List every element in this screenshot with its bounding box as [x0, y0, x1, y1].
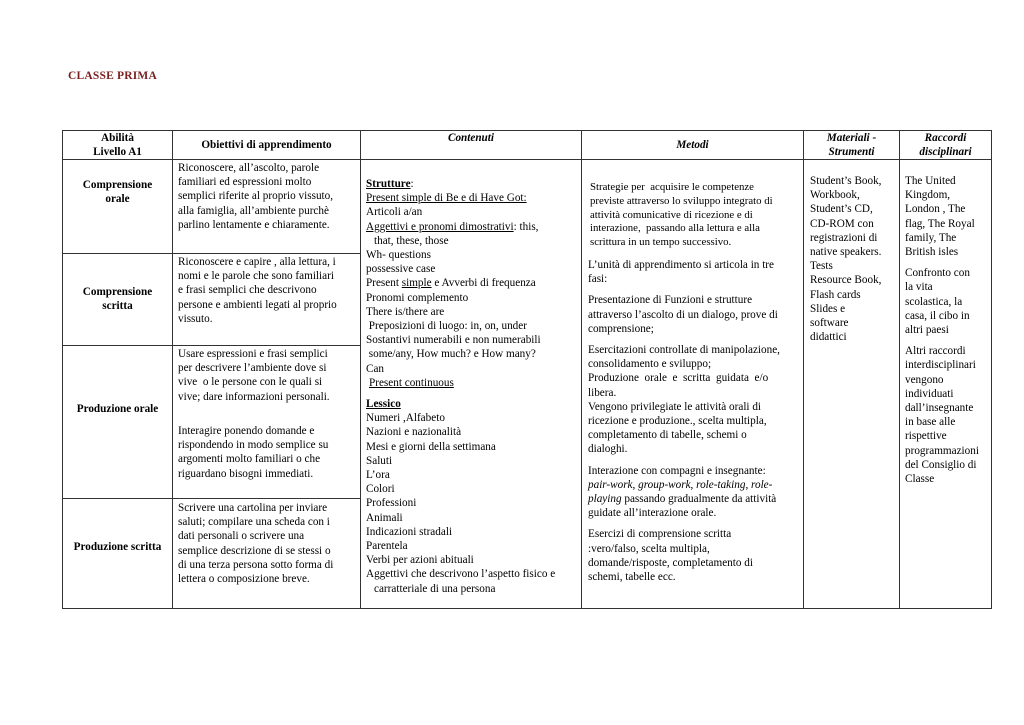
contenuti-wh: Wh- questions [366, 249, 431, 262]
obiettivi-r1-line: alla famiglia, all’ambiente purchè [178, 204, 329, 217]
obiettivi-r1 [178, 161, 358, 232]
materiali-list-line: Resource Book, [810, 274, 882, 287]
lessico-list-line: Mesi e giorni della settimana [366, 440, 496, 453]
obiettivi-r4-line: semplice descrizione di se stessi o [178, 544, 331, 557]
header-raccordi [900, 131, 991, 159]
raccordi-altri-line: in base alle [905, 416, 956, 429]
obiettivi-r3b-line: rispondendo in modo semplice su [178, 439, 329, 452]
contenuti-there: There is/there are [366, 305, 445, 318]
metodi-unita [588, 258, 801, 286]
header-raccordi-line1: Raccordi [924, 132, 967, 144]
obiettivi-r2-line: e frasi semplici che descrivono [178, 284, 317, 297]
materiali-list-line: Student’s Book, [810, 175, 882, 187]
raccordi-uk [905, 174, 991, 259]
materiali-list-line: software [810, 317, 849, 330]
abilita-r1-line2: orale [105, 193, 130, 206]
abilita-r1-line1: Comprensione [82, 179, 153, 191]
obiettivi-r1-line: semplici riferite al proprio vissuto, [178, 190, 334, 203]
metodi-esercitazioni-line: consolidamento e sviluppo; [588, 358, 712, 371]
raccordi-altri [905, 344, 991, 486]
metodi-esercizi-line: Esercizi di comprensione scritta [588, 528, 732, 541]
metodi-esercizi-line: schemi, tabelle ecc. [588, 571, 676, 584]
header-abilita-line2: Livello A1 [93, 146, 142, 159]
obiettivi-r3b-line: Interagire ponendo domande e [178, 425, 315, 437]
raccordi-confronto-line: casa, il cibo in [905, 309, 970, 322]
obiettivi-r4 [178, 501, 358, 586]
contenuti-pronomi: Pronomi complemento [366, 291, 469, 304]
role: role- [751, 478, 773, 491]
present-underlined: simple [401, 277, 432, 290]
materiali-list-line: Workbook, [810, 189, 860, 202]
raccordi-cell [905, 174, 991, 486]
contenuti-present-simple: Present simple di Be e di Have Got: [366, 192, 527, 205]
comma-2: , [690, 478, 697, 491]
contenuti-some: some/any, How much? e How many? [366, 348, 536, 361]
raccordi-confronto-line: la vita [905, 281, 933, 294]
header-materiali-line1: Materiali - [826, 132, 877, 144]
metodi-esercitazioni-line: Vengono privilegiate le attività orali di [588, 400, 762, 413]
materiali-list-line: Slides e [810, 302, 846, 315]
comma-3: , [745, 478, 752, 491]
materiali-list-line: didattici [810, 331, 847, 344]
raccordi-confronto [905, 266, 991, 337]
lessico-list-line: Verbi per azioni abituali [366, 554, 474, 567]
materiali-list-line: registrazioni di [810, 231, 878, 244]
obiettivi-r1-line: Riconoscere, all’ascolto, parole [178, 162, 320, 174]
header-materiali [804, 131, 899, 159]
obiettivi-r3b [178, 424, 358, 481]
contenuti-that: that, these, those [374, 234, 449, 247]
obiettivi-r2-line: persone e ambienti legati al proprio [178, 298, 337, 311]
table-border-bottom [62, 608, 992, 609]
header-materiali-line2: Strumenti [828, 146, 875, 159]
metodi-strategie-line: Strategie per acquisire le competenze [590, 181, 754, 193]
obiettivi-r1-line: familiari ed espressioni molto [178, 176, 312, 189]
materiali-list-line: native speakers. [810, 246, 882, 259]
obiettivi-r3a-line: vive; dare informazioni personali. [178, 390, 330, 403]
materiali-list-line: Tests [810, 260, 833, 273]
raccordi-altri-line: programmazioni [905, 444, 979, 457]
pair-work: pair-work [588, 478, 633, 491]
header-abilita-line1: Abilità [101, 132, 134, 144]
metodi-presentazione-line: comprensione; [588, 322, 654, 335]
lessico-list-line: Nazioni e nazionalità [366, 426, 462, 439]
raccordi-uk-line: Kingdom, [905, 189, 951, 202]
materiali-list-line: CD-ROM con [810, 217, 874, 230]
metodi-cell [588, 258, 801, 584]
metodi-unita-line: L’unità di apprendimento si articola in tre [588, 259, 774, 271]
lessico-list-line: Numeri ,Alfabeto [366, 412, 445, 425]
metodi-strategie-line: interazione, passando alla lettura e alla [590, 222, 760, 235]
raccordi-confronto-line: altri paesi [905, 324, 949, 337]
obiettivi-r2 [178, 255, 358, 326]
metodi-esercitazioni-line: ricezione e produzione., scelta multipla, [588, 415, 767, 428]
playing: playing [588, 493, 622, 506]
metodi-esercitazioni-line: Esercitazioni controllate di manipolazione, [588, 344, 780, 357]
raccordi-uk-line: British isles [905, 246, 959, 259]
metodi-esercitazioni-line: Produzione orale e scritta guidata e/o [588, 372, 769, 385]
metodi-esercitazioni-line: libera. [588, 386, 617, 399]
lessico-list [366, 411, 580, 567]
header-obiettivi: Obiettivi di apprendimento [201, 139, 332, 151]
row-divider-1 [62, 253, 360, 254]
header-raccordi-line2: disciplinari [919, 146, 972, 159]
obiettivi-r1-line: parlino lentamente e chiaramente. [178, 218, 330, 231]
strutture-label: Strutture [366, 178, 411, 190]
lessico-list-line: L’ora [366, 469, 390, 482]
materiali-list [810, 174, 898, 344]
abilita-produzione-scritta: Produzione scritta [73, 541, 162, 553]
raccordi-altri-line: Altri raccordi [905, 345, 966, 358]
raccordi-altri-line: del Consiglio di [905, 458, 977, 471]
contenuti-can: Can [366, 362, 385, 375]
contenuti-aggettivi-fisico: Aggettivi che descrivono l’aspetto fisico e [366, 568, 556, 581]
playing-rest: passando gradualmente da attività [621, 493, 777, 506]
metodi-unita-line: fasi: [588, 273, 608, 286]
abilita-comprensione-orale [63, 178, 172, 206]
raccordi-uk-line: flag, The Royal [905, 217, 975, 230]
metodi-strategie-line: scrittura in un tempo successivo. [590, 236, 732, 249]
header-abilita [63, 131, 172, 159]
obiettivi-r4-line: saluti; compilare una scheda con i [178, 516, 330, 529]
obiettivi-r3a [178, 347, 358, 404]
raccordi-altri-line: dall’insegnante [905, 402, 974, 415]
col-divider-5 [899, 130, 900, 609]
obiettivi-r4-line: dati personali o scrivere una [178, 530, 305, 543]
metodi-esercitazioni-line: dialoghi. [588, 443, 628, 456]
raccordi-altri-line: individuati [905, 387, 954, 400]
obiettivi-r4-line: Scrivere una cartolina per inviare [178, 502, 328, 514]
group-work: group-work [638, 478, 691, 491]
contenuti-articoli: Articoli a/an [366, 206, 423, 219]
lessico-list-line: Professioni [366, 497, 417, 510]
contenuti-preposizioni: Preposizioni di luogo: in, on, under [366, 320, 527, 333]
lessico-list-line: Animali [366, 511, 403, 524]
contenuti-aggettivi [366, 220, 580, 234]
col-divider-1 [172, 130, 173, 609]
metodi-esercizi [588, 527, 801, 584]
raccordi-uk-line: London , The [905, 203, 966, 216]
lessico-list-line: Indicazioni stradali [366, 525, 453, 538]
abilita-comprensione-scritta [63, 285, 172, 313]
col-divider-4 [803, 130, 804, 609]
obiettivi-r3b-line: riguardano bisogni immediati. [178, 467, 314, 480]
abilita-produzione-orale: Produzione orale [76, 403, 159, 415]
lessico-heading: Lessico [366, 398, 401, 411]
raccordi-confronto-line: scolastica, la [905, 295, 963, 308]
raccordi-altri-line: rispettive [905, 430, 947, 443]
contenuti-caratteriale: carratteriale di una persona [374, 582, 496, 595]
obiettivi-r3b-line: argomenti molto familiari o che [178, 453, 321, 466]
metodi-interazione: Interazione con compagni e insegnante: [588, 464, 766, 477]
obiettivi-r3a-line: vive o le persone con le quali si [178, 376, 323, 389]
metodi-esercizi-line: domande/risposte, completamento di [588, 556, 753, 569]
abilita-r2-line1: Comprensione [82, 286, 153, 298]
metodi-presentazione-line: attraverso l’ascolto di un dialogo, prove di [588, 308, 778, 321]
raccordi-altri-line: interdisciplinari [905, 359, 976, 372]
obiettivi-r3a-line: per descrivere l’ambiente dove si [178, 362, 327, 375]
materiali-list-line: Student’s CD, [810, 203, 873, 216]
contenuti-possessive: possessive case [366, 263, 436, 276]
obiettivi-r2-line: nomi e le parole che sono familiari [178, 270, 334, 283]
aggettivi-rest: : this, [513, 220, 539, 233]
metodi-pair-work-line [588, 478, 801, 492]
col-divider-3 [581, 130, 582, 609]
obiettivi-r3a-line: Usare espressioni e frasi semplici [178, 348, 328, 360]
contenuti-sostantivi: Sostantivi numerabili e non numerabili [366, 334, 541, 347]
metodi-esercitazioni-line: completamento di tabelle, schemi o [588, 429, 747, 442]
raccordi-altri-line: Classe [905, 473, 935, 486]
lessico-list-line: Saluti [366, 454, 393, 467]
obiettivi-r2-line: vissuto. [178, 312, 213, 325]
materiali-list-line: Flash cards [810, 288, 861, 301]
lessico-list-line: Colori [366, 483, 395, 496]
metodi-esercitazioni [588, 343, 801, 457]
raccordi-uk-line: family, The [905, 231, 957, 244]
metodi-strategie-line: attività comunicative di ricezione e di [590, 208, 753, 221]
header-contenuti: Contenuti [447, 132, 494, 144]
obiettivi-r4-line: lettera o composizione breve. [178, 573, 310, 586]
present-pre: Present [366, 277, 402, 290]
row-divider-2 [62, 345, 360, 346]
comma-1: , [632, 478, 639, 491]
row-divider-3 [62, 498, 360, 499]
lessico-list-line: Parentela [366, 540, 408, 553]
raccordi-confronto-line: Confronto con [905, 267, 970, 280]
present-post: e Avverbi di frequenza [431, 277, 536, 290]
page-title: CLASSE PRIMA [68, 70, 157, 82]
contenuti-cell [366, 177, 580, 596]
metodi-playing-line [588, 492, 801, 506]
contenuti-continuous: Present continuous [369, 376, 454, 389]
metodi-presentazione-line: Presentazione di Funzioni e strutture [588, 294, 753, 307]
metodi-guidate: guidate all’interazione orale. [588, 507, 717, 520]
obiettivi-r2-line: Riconoscere e capire , alla lettura, i [178, 256, 336, 268]
metodi-strategie [590, 181, 802, 250]
metodi-presentazione [588, 293, 801, 336]
col-divider-2 [360, 130, 361, 609]
metodi-esercizi-line: :vero/falso, scelta multipla, [588, 542, 710, 555]
strutture-heading [366, 177, 580, 191]
abilita-r2-line2: scritta [102, 300, 133, 313]
header-metodi: Metodi [676, 139, 709, 151]
obiettivi-r4-line: di una terza persona sotto forma di [178, 558, 334, 571]
aggettivi-underlined: Aggettivi e pronomi dimostrativi [366, 220, 514, 233]
raccordi-uk-line: The United [905, 175, 956, 187]
table-border-right [991, 130, 992, 609]
role-taking: role-taking [696, 478, 746, 491]
raccordi-altri-line: vengono [905, 373, 944, 386]
strutture-colon: : [410, 178, 414, 190]
metodi-strategie-line: previste attraverso lo sviluppo integrato di [590, 194, 773, 207]
contenuti-present-frequenza [366, 276, 580, 290]
